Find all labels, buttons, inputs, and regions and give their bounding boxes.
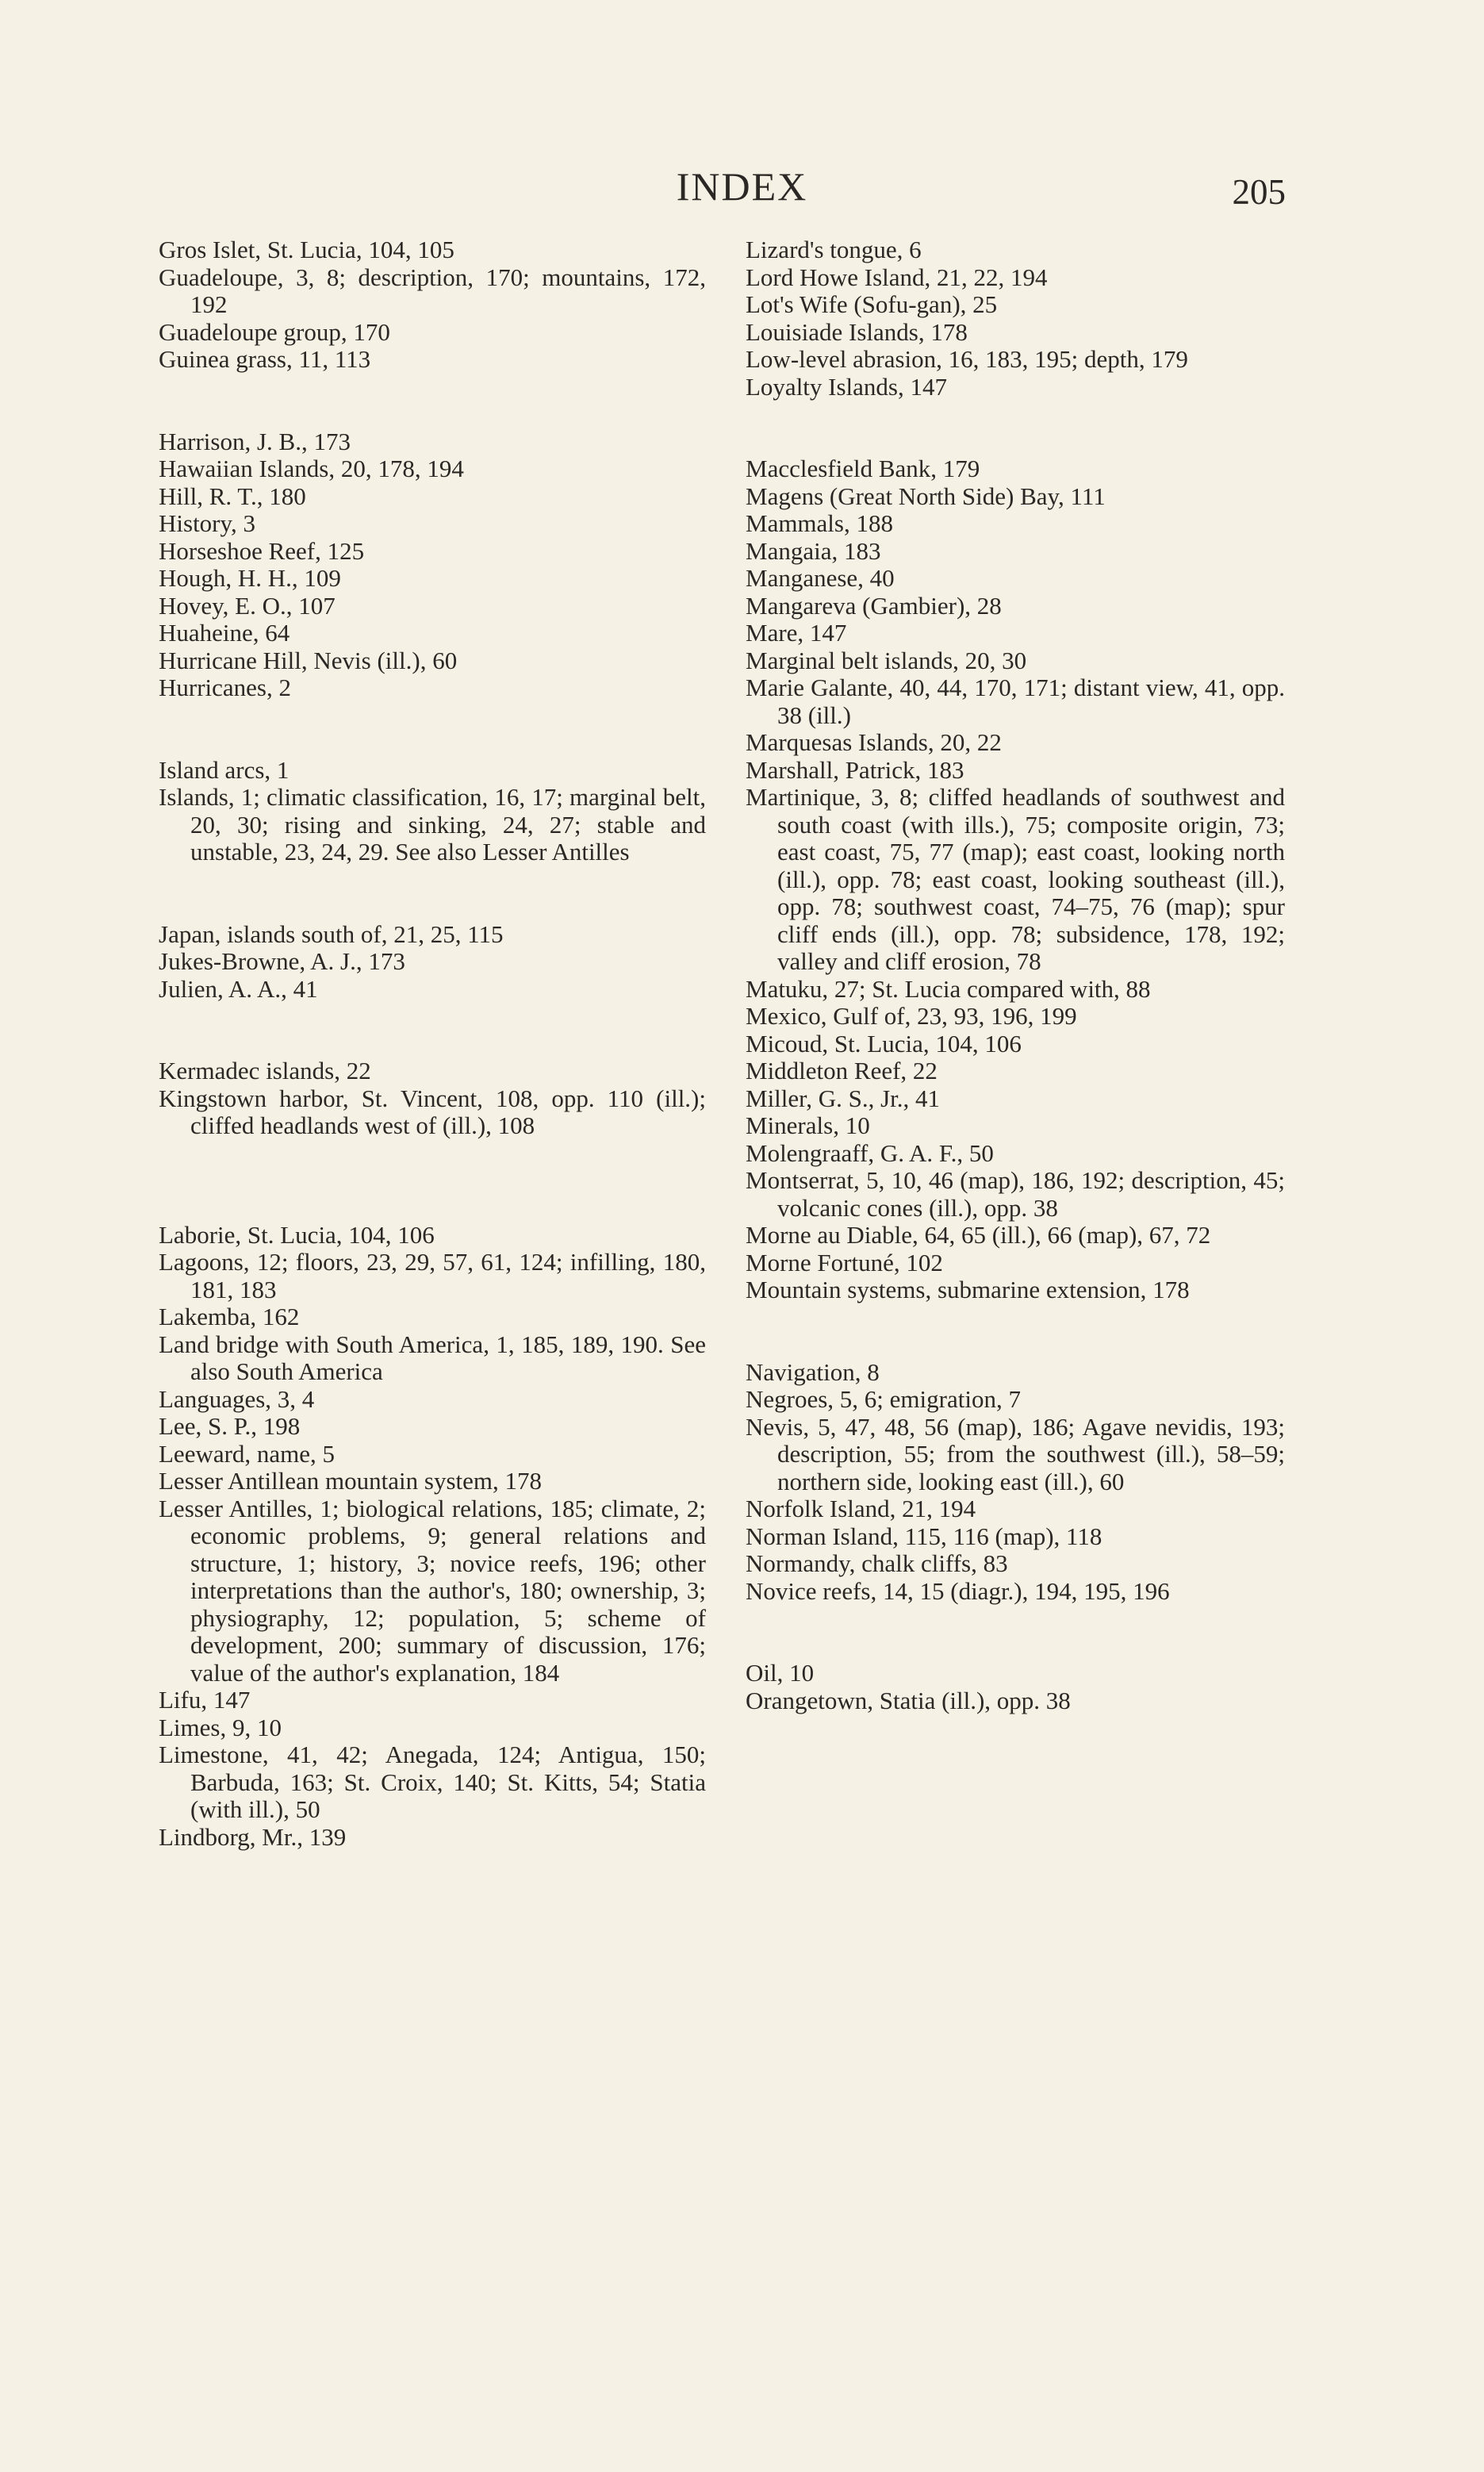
page-header xyxy=(0,164,1484,222)
index-entry: Horseshoe Reef, 125 xyxy=(159,536,365,565)
index-entry: Kingstown harbor, St. Vincent, 108, opp. 110 (ill.); cliffed headlands west of (ill.), 108 xyxy=(159,1084,706,1139)
index-entry: Lee, S. P., 198 xyxy=(159,1412,301,1440)
index-entry: Mammals, 188 xyxy=(746,509,893,537)
index-entry: Middleton Reef, 22 xyxy=(746,1057,938,1084)
index-entry: Japan, islands south of, 21, 25, 115 xyxy=(159,919,504,948)
index-group-l-continued xyxy=(746,236,1285,401)
index-entry: Laborie, St. Lucia, 104, 106 xyxy=(159,1220,435,1249)
index-entry: Negroes, 5, 6; emigration, 7 xyxy=(746,1385,1021,1413)
index-entry: Molengraaff, G. A. F., 50 xyxy=(746,1138,994,1167)
index-entry: Morne Fortuné, 102 xyxy=(746,1248,943,1276)
index-entry: Land bridge with South America, 1, 185, 189, 190. See also South America xyxy=(159,1330,706,1385)
index-group-j xyxy=(159,921,706,1004)
index-entry: Julien, A. A., 41 xyxy=(159,974,318,1003)
index-group-k xyxy=(159,1058,706,1140)
index-group-h xyxy=(159,428,706,702)
index-group-m xyxy=(746,455,1285,1304)
index-entry: Mangaia, 183 xyxy=(746,536,881,565)
index-group-o xyxy=(746,1660,1285,1714)
index-entry: Kermadec islands, 22 xyxy=(159,1057,371,1084)
index-entry: Marie Galante, 40, 44, 170, 171; distant view, 41, opp. 38 (ill.) xyxy=(746,674,1285,729)
index-entry: History, 3 xyxy=(159,509,255,537)
index-column-right xyxy=(746,236,1285,1714)
index-entry: Mountain systems, submarine extension, 178 xyxy=(746,1276,1190,1303)
index-entry: Lord Howe Island, 21, 22, 194 xyxy=(746,263,1048,291)
index-entry: Marquesas Islands, 20, 22 xyxy=(746,728,1002,756)
index-entry: Hough, H. H., 109 xyxy=(159,564,341,592)
index-entry: Guadeloupe, 3, 8; description, 170; mountains, 172, 192 xyxy=(159,263,706,318)
index-entry: Lakemba, 162 xyxy=(159,1303,300,1330)
page-title: INDEX xyxy=(676,164,808,209)
index-group-g xyxy=(159,236,706,374)
index-entry: Low-level abrasion, 16, 183, 195; depth, 179 xyxy=(746,345,1188,373)
index-entry: Lesser Antilles, 1; biological relations, 185; climate, 2; economic problems, 9; general relations and structure, 1; history, 3; novice reefs, 196; other interpretations than the author's, 180; ownership, 3; physiography, 12; population, 5; scheme of development, 200; summary of discussion, 176; value of the author's explanation, 184 xyxy=(159,1494,706,1687)
index-entry: Harrison, J. B., 173 xyxy=(159,427,351,455)
index-entry: Mare, 147 xyxy=(746,619,847,647)
index-entry: Normandy, chalk cliffs, 83 xyxy=(746,1549,1008,1577)
index-entry: Hill, R. T., 180 xyxy=(159,482,306,510)
page-number: 205 xyxy=(1232,172,1286,212)
index-entry: Lot's Wife (Sofu-gan), 25 xyxy=(746,290,998,318)
index-entry: Island arcs, 1 xyxy=(159,755,290,784)
index-entry: Huaheine, 64 xyxy=(159,619,290,647)
index-entry: Hurricane Hill, Nevis (ill.), 60 xyxy=(159,646,458,674)
index-entry: Martinique, 3, 8; cliffed headlands of southwest and south coast (with ills.), 75; composite origin, 73; east coast, 75, 77 (map); east coast, looking north (ill.), opp. 78; east coast, looking southeast (ill.), opp. 78; southwest coast, 74–75, 76 (map); spur cliff ends (ill.), opp. 78; subsidence, 178, 192; valley and cliff erosion, 78 xyxy=(746,783,1285,975)
index-entry: Magens (Great North Side) Bay, 111 xyxy=(746,482,1106,510)
index-entry: Leeward, name, 5 xyxy=(159,1439,336,1468)
index-entry: Lizard's tongue, 6 xyxy=(746,236,922,263)
index-entry: Nevis, 5, 47, 48, 56 (map), 186; Agave nevidis, 193; description, 55; from the southwest (ill.), 58–59; northern side, looking east (ill.), 60 xyxy=(746,1412,1285,1495)
index-entry: Islands, 1; climatic classification, 16, 17; marginal belt, 20, 30; rising and sinking, 24, 27; stable and unstable, 23, 24, 29. See also Lesser Antilles xyxy=(159,783,706,866)
index-entry: Marshall, Patrick, 183 xyxy=(746,755,964,784)
index-entry: Morne au Diable, 64, 65 (ill.), 66 (map), 67, 72 xyxy=(746,1221,1211,1249)
index-entry: Orangetown, Statia (ill.), opp. 38 xyxy=(746,1686,1071,1714)
index-entry: Loyalty Islands, 147 xyxy=(746,372,947,401)
index-entry: Guinea grass, 11, 113 xyxy=(159,345,371,373)
index-group-n xyxy=(746,1359,1285,1606)
index-entry: Languages, 3, 4 xyxy=(159,1384,315,1413)
index-entry: Lesser Antillean mountain system, 178 xyxy=(159,1467,543,1495)
index-column-left xyxy=(159,236,706,1851)
index-entry: Oil, 10 xyxy=(746,1659,815,1687)
index-entry: Macclesfield Bank, 179 xyxy=(746,455,980,482)
index-entry: Montserrat, 5, 10, 46 (map), 186, 192; description, 45; volcanic cones (ill.), opp. 38 xyxy=(746,1166,1285,1222)
index-entry: Hawaiian Islands, 20, 178, 194 xyxy=(159,455,464,482)
index-entry: Manganese, 40 xyxy=(746,564,895,592)
index-entry: Matuku, 27; St. Lucia compared with, 88 xyxy=(746,974,1151,1003)
index-entry: Louisiade Islands, 178 xyxy=(746,317,968,346)
index-entry: Hovey, E. O., 107 xyxy=(159,591,336,620)
index-entry: Hurricanes, 2 xyxy=(159,674,291,701)
index-group-l xyxy=(159,1222,706,1852)
index-entry: Limes, 9, 10 xyxy=(159,1713,282,1741)
index-entry: Limestone, 41, 42; Anegada, 124; Antigua, 150; Barbuda, 163; St. Croix, 140; St. Kitts, 54; Statia (with ill.), 50 xyxy=(159,1741,706,1823)
index-entry: Jukes-Browne, A. J., 173 xyxy=(159,947,405,975)
index-entry: Gros Islet, St. Lucia, 104, 105 xyxy=(159,236,454,263)
index-entry: Mangareva (Gambier), 28 xyxy=(746,591,1002,620)
index-entry: Mexico, Gulf of, 23, 93, 196, 199 xyxy=(746,1002,1077,1030)
index-group-i xyxy=(159,757,706,866)
index-entry: Marginal belt islands, 20, 30 xyxy=(746,646,1027,674)
index-entry: Lagoons, 12; floors, 23, 29, 57, 61, 124; infilling, 180, 181, 183 xyxy=(159,1248,706,1303)
index-entry: Miller, G. S., Jr., 41 xyxy=(746,1084,941,1112)
index-entry: Navigation, 8 xyxy=(746,1357,880,1386)
index-entry: Novice reefs, 14, 15 (diagr.), 194, 195, 196 xyxy=(746,1576,1170,1605)
index-entry: Lifu, 147 xyxy=(159,1686,251,1714)
index-entry: Guadeloupe group, 170 xyxy=(159,317,390,346)
index-entry: Minerals, 10 xyxy=(746,1111,870,1139)
index-entry: Lindborg, Mr., 139 xyxy=(159,1822,347,1851)
index-entry: Micoud, St. Lucia, 104, 106 xyxy=(746,1029,1022,1058)
index-entry: Norman Island, 115, 116 (map), 118 xyxy=(746,1522,1102,1550)
index-entry: Norfolk Island, 21, 194 xyxy=(746,1495,976,1522)
